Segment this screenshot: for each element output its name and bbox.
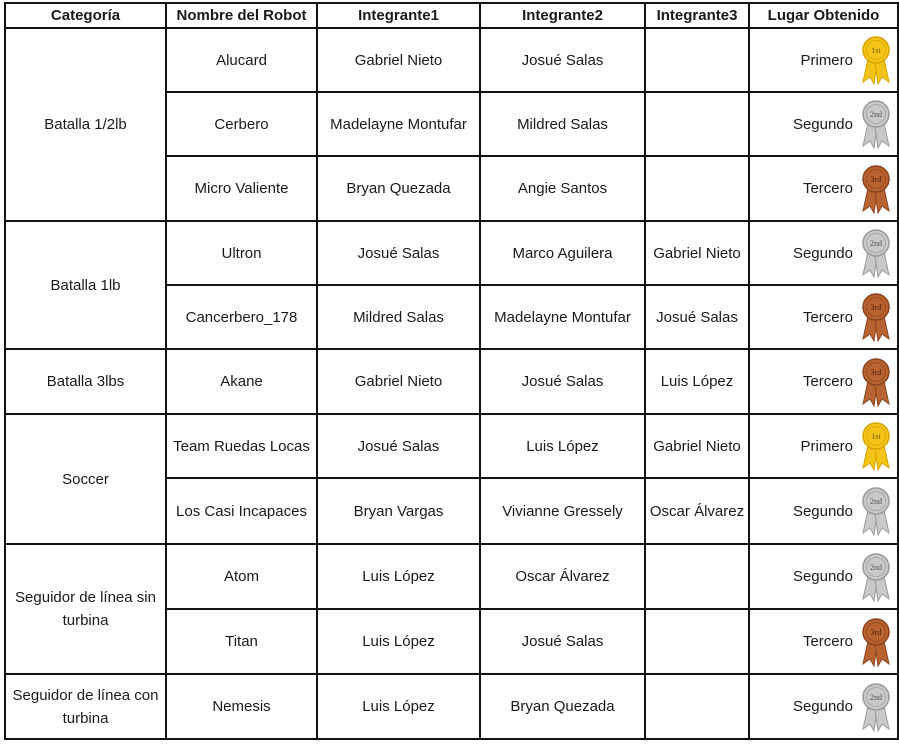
place-cell: [749, 285, 898, 349]
table-row: [5, 544, 898, 609]
category-cell: Batalla 1lb: [5, 221, 166, 349]
header-member1: Integrante1: [317, 3, 480, 28]
place-label: Segundo: [792, 698, 853, 715]
first-place-medal-icon: [859, 35, 893, 85]
member2-cell: Angie Santos: [480, 156, 645, 221]
third-place-medal-icon: [859, 617, 893, 667]
robot-name-cell: Cerbero: [166, 92, 317, 156]
member3-cell: Oscar Álvarez: [645, 478, 749, 544]
member2-cell: Marco Aguilera: [480, 221, 645, 285]
member1-cell: Bryan Quezada: [317, 156, 480, 221]
medal-label: 2nd: [870, 692, 882, 702]
member3-cell: [645, 544, 749, 609]
member2-cell: Josué Salas: [480, 349, 645, 414]
category-cell: Soccer: [5, 414, 166, 544]
place-cell: [749, 28, 898, 92]
category-cell: Batalla 3lbs: [5, 349, 166, 414]
place-cell: [749, 544, 898, 609]
place-cell: [749, 674, 898, 739]
member3-cell: Josué Salas: [645, 285, 749, 349]
member1-cell: Luis López: [317, 544, 480, 609]
third-place-medal-icon: [859, 164, 893, 214]
medal-label: 1st: [871, 46, 881, 55]
category-cell: Batalla 1/2lb: [5, 28, 166, 221]
medal-label: 1st: [871, 432, 881, 441]
member1-cell: Gabriel Nieto: [317, 28, 480, 92]
robot-name-cell: Akane: [166, 349, 317, 414]
medal-label: 3rd: [870, 367, 882, 377]
medal-label: 2nd: [870, 110, 882, 119]
member1-cell: Madelayne Montufar: [317, 92, 480, 156]
member2-cell: Josué Salas: [480, 609, 645, 674]
member2-cell: Vivianne Gressely: [480, 478, 645, 544]
member3-cell: Gabriel Nieto: [645, 221, 749, 285]
place-cell: [749, 156, 898, 221]
robot-name-cell: Alucard: [166, 28, 317, 92]
place-label: Segundo: [792, 568, 853, 585]
medal-label: 3rd: [870, 627, 882, 637]
second-place-medal-icon: [859, 228, 893, 278]
place-label: Segundo: [792, 115, 853, 133]
robot-name-cell: Ultron: [166, 221, 317, 285]
member1-cell: Mildred Salas: [317, 285, 480, 349]
member3-cell: [645, 609, 749, 674]
member1-cell: Bryan Vargas: [317, 478, 480, 544]
place-cell: [749, 414, 898, 478]
place-label: Tercero: [802, 373, 853, 390]
place-cell: [749, 92, 898, 156]
header-robot-name: Nombre del Robot: [166, 3, 317, 28]
header-categoria: Categoría: [5, 3, 166, 28]
header-member3: Integrante3: [645, 3, 749, 28]
table-row: [5, 674, 898, 739]
member2-cell: Oscar Álvarez: [480, 544, 645, 609]
robot-name-cell: Cancerbero_178: [166, 285, 317, 349]
place-cell: [749, 609, 898, 674]
robot-name-cell: Los Casi Incapaces: [166, 478, 317, 544]
second-place-medal-icon: [859, 486, 893, 536]
place-label: Tercero: [802, 633, 853, 650]
member2-cell: Madelayne Montufar: [480, 285, 645, 349]
medal-label: 3rd: [870, 303, 882, 312]
member1-cell: Luis López: [317, 609, 480, 674]
second-place-medal-icon: [859, 682, 893, 732]
place-cell: [749, 221, 898, 285]
robot-name-cell: Nemesis: [166, 674, 317, 739]
table-row: [5, 349, 898, 414]
member2-cell: Mildred Salas: [480, 92, 645, 156]
place-label: Tercero: [802, 308, 853, 326]
place-label: Tercero: [802, 180, 853, 197]
third-place-medal-icon: [859, 357, 893, 407]
category-cell: Seguidor de línea sin turbina: [5, 544, 166, 674]
member1-cell: Josué Salas: [317, 221, 480, 285]
member2-cell: Luis López: [480, 414, 645, 478]
member3-cell: [645, 28, 749, 92]
member3-cell: Gabriel Nieto: [645, 414, 749, 478]
robot-name-cell: Team Ruedas Locas: [166, 414, 317, 478]
medal-label: 2nd: [870, 562, 882, 572]
place-label: Primero: [800, 437, 853, 455]
medal-label: 2nd: [870, 497, 882, 506]
place-cell: [749, 478, 898, 544]
second-place-medal-icon: [859, 552, 893, 602]
place-label: Segundo: [792, 244, 853, 262]
member3-cell: [645, 674, 749, 739]
member1-cell: Luis López: [317, 674, 480, 739]
member1-cell: Gabriel Nieto: [317, 349, 480, 414]
third-place-medal-icon: [859, 292, 893, 342]
results-table: [4, 2, 899, 740]
member2-cell: Josué Salas: [480, 28, 645, 92]
table-row: [5, 221, 898, 285]
medal-label: 3rd: [870, 174, 882, 184]
robot-name-cell: Atom: [166, 544, 317, 609]
header-place: Lugar Obtenido: [749, 3, 898, 28]
medal-label: 2nd: [870, 239, 882, 248]
place-label: Segundo: [792, 502, 853, 520]
place-cell: [749, 349, 898, 414]
table-row: [5, 28, 898, 92]
second-place-medal-icon: [859, 99, 893, 149]
header-row: [5, 3, 898, 28]
robot-name-cell: Titan: [166, 609, 317, 674]
member1-cell: Josué Salas: [317, 414, 480, 478]
member3-cell: [645, 92, 749, 156]
category-cell: Seguidor de línea con turbina: [5, 674, 166, 739]
header-member2: Integrante2: [480, 3, 645, 28]
table-row: [5, 414, 898, 478]
place-label: Primero: [800, 51, 853, 69]
first-place-medal-icon: [859, 421, 893, 471]
member3-cell: [645, 156, 749, 221]
robot-name-cell: Micro Valiente: [166, 156, 317, 221]
member2-cell: Bryan Quezada: [480, 674, 645, 739]
member3-cell: Luis López: [645, 349, 749, 414]
